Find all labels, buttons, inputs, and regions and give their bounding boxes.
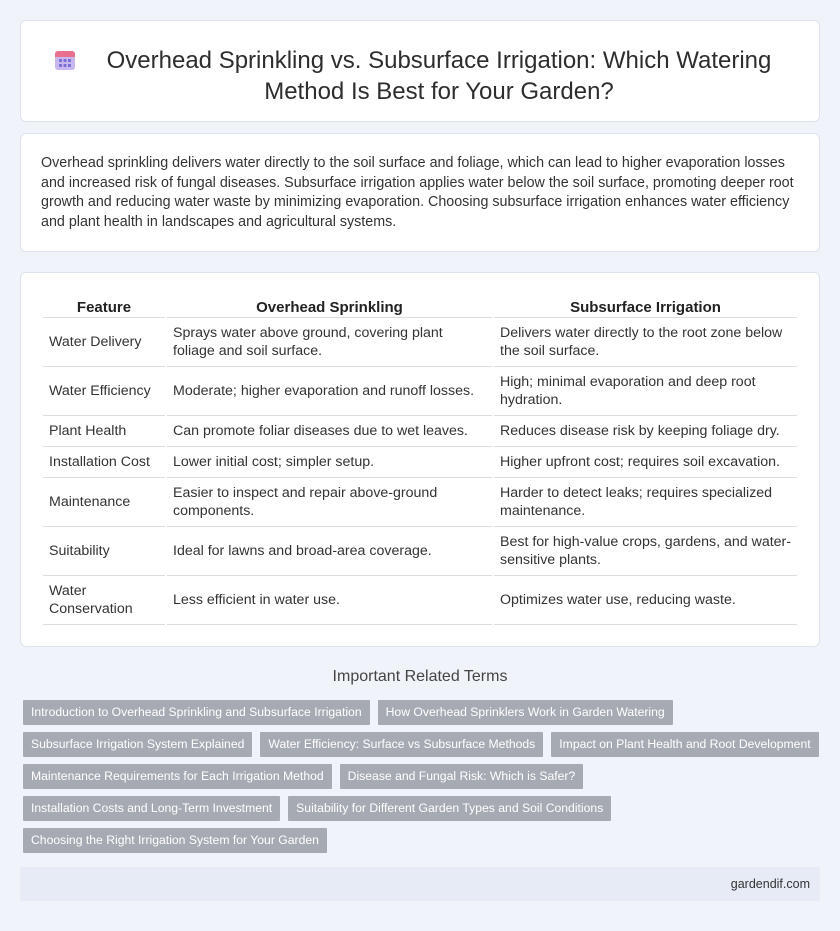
header-overhead: Overhead Sprinkling [167,297,492,318]
related-term-link[interactable]: Suitability for Different Garden Types and Soil Conditions [288,796,611,821]
related-term-link[interactable]: Introduction to Overhead Sprinkling and Subsurface Irrigation [23,700,370,725]
row-feature: Water Delivery [43,318,165,367]
related-terms-list [23,700,823,860]
row-feature: Plant Health [43,416,165,447]
row-subsurface: Harder to detect leaks; requires specialized maintenance. [494,478,797,527]
footer [20,867,820,901]
row-feature: Water Efficiency [43,367,165,416]
row-overhead: Can promote foliar diseases due to wet leaves. [167,416,492,447]
row-overhead: Less efficient in water use. [167,576,492,625]
related-term-link[interactable]: Disease and Fungal Risk: Which is Safer? [340,764,584,789]
related-term-link[interactable]: Maintenance Requirements for Each Irrigation Method [23,764,332,789]
intro-card [20,133,820,252]
table-row [43,416,797,447]
row-overhead: Sprays water above ground, covering plant foliage and soil surface. [167,318,492,367]
row-subsurface: Optimizes water use, reducing waste. [494,576,797,625]
comparison-table [41,297,799,625]
row-subsurface: Best for high-value crops, gardens, and water-sensitive plants. [494,527,797,576]
row-subsurface: Higher upfront cost; requires soil excavation. [494,447,797,478]
table-row [43,318,797,367]
row-feature: Maintenance [43,478,165,527]
intro-paragraph: Overhead sprinkling delivers water directly to the soil surface and foliage, which can lead to higher evaporation losses and increased risk of fungal diseases. Subsurface irrigation applies water below the soil surface, promoting deeper root growth and reducing water waste by minimizing evaporation. Choosing subsurface irrigation enhances water efficiency and plant health in landscapes and agricultural systems. [41,155,794,230]
header-subsurface: Subsurface Irrigation [494,297,797,318]
row-overhead: Ideal for lawns and broad-area coverage. [167,527,492,576]
row-feature: Suitability [43,527,165,576]
table-header-row [43,297,797,318]
page-title: Overhead Sprinkling vs. Subsurface Irrigation: Which Watering Method Is Best for Your Garden? [106,47,772,105]
table-row [43,576,797,625]
row-subsurface: Delivers water directly to the root zone below the soil surface. [494,318,797,367]
related-term-link[interactable]: Installation Costs and Long-Term Investment [23,796,280,821]
related-term-link[interactable]: Subsurface Irrigation System Explained [23,732,252,757]
related-term-link[interactable]: How Overhead Sprinklers Work in Garden Watering [378,700,673,725]
title-card [20,20,820,122]
row-overhead: Easier to inspect and repair above-ground components. [167,478,492,527]
table-row [43,527,797,576]
table-row [43,367,797,416]
row-overhead: Lower initial cost; simpler setup. [167,447,492,478]
footer-site-link[interactable]: gardendif.com [730,877,810,891]
table-row [43,478,797,527]
row-subsurface: Reduces disease risk by keeping foliage dry. [494,416,797,447]
row-feature: Installation Cost [43,447,165,478]
related-terms-heading: Important Related Terms [332,668,508,685]
table-row [43,447,797,478]
header-feature: Feature [43,297,165,318]
related-term-link[interactable]: Impact on Plant Health and Root Development [551,732,818,757]
row-overhead: Moderate; higher evaporation and runoff losses. [167,367,492,416]
related-term-link[interactable]: Choosing the Right Irrigation System for Your Garden [23,828,327,853]
row-feature: Water Conservation [43,576,165,625]
comparison-table-card [20,272,820,647]
row-subsurface: High; minimal evaporation and deep root hydration. [494,367,797,416]
related-term-link[interactable]: Water Efficiency: Surface vs Subsurface Methods [260,732,543,757]
